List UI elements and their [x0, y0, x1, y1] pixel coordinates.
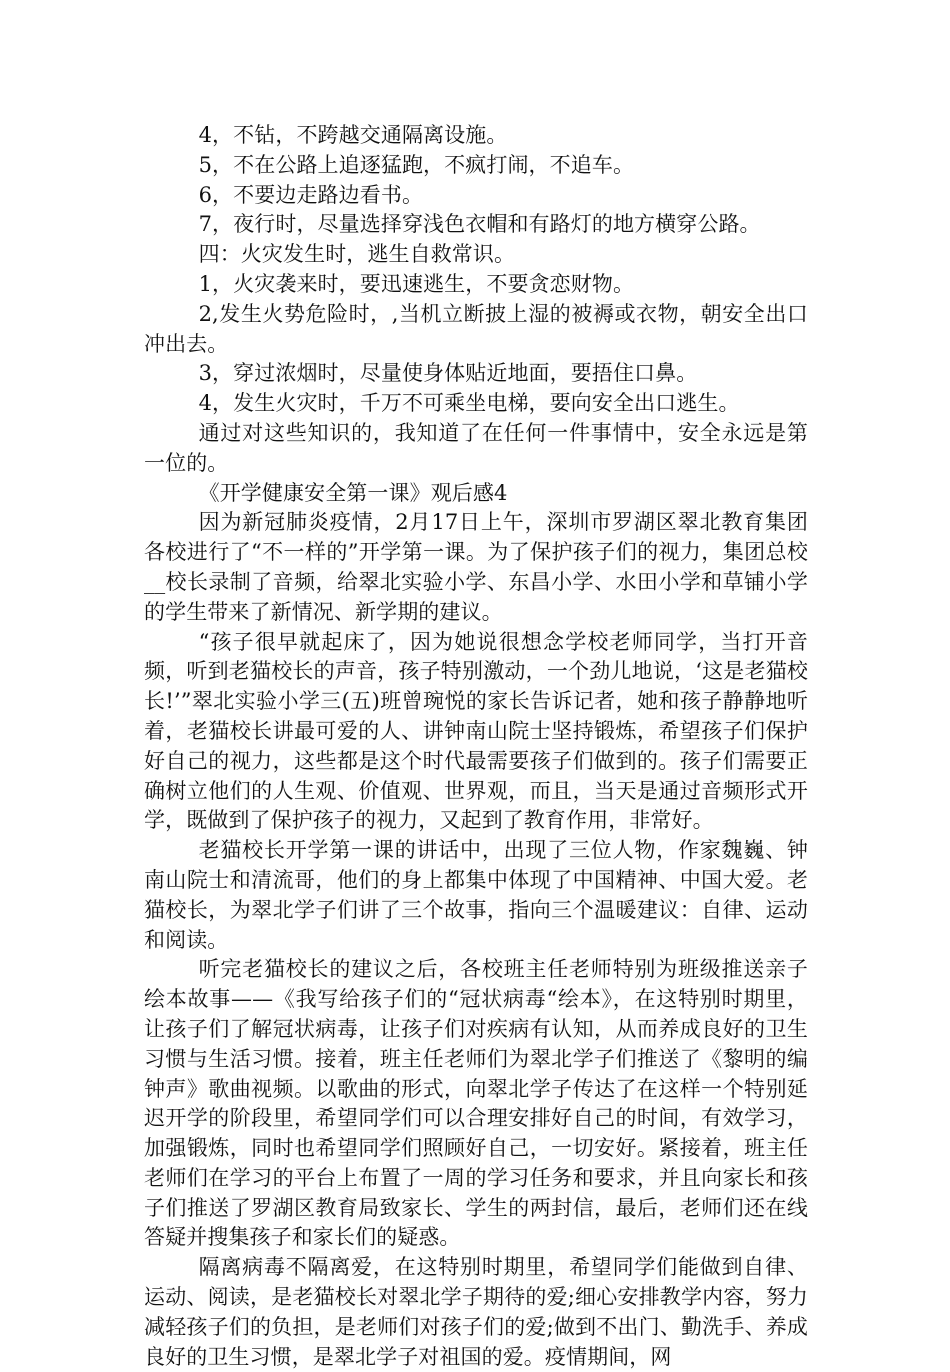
- paragraph-16: 隔离病毒不隔离爱，在这特别时期里，希望同学们能做到自律、运动、阅读，是老猫校长对翠北学子期待的爱;细心安排教学内容，努力减轻孩子们的负担，是老师们对孩子们的爱;做到不出门、勤洗手、养成良好的卫生习惯，是翠北学子对祖国的爱。疫情期间，网: [144, 1255, 808, 1369]
- paragraph-14: 老猫校长开学第一课的讲话中，出现了三位人物，作家魏巍、钟南山院士和清流哥，他们的身上都集中体现了中国精神、中国大爱。老猫校长，为翠北学子们讲了三个故事，指向三个温暖建议：自律、运动和阅读。: [144, 838, 808, 952]
- paragraph-13: “孩子很早就起床了，因为她说很想念学校老师同学，当打开音频，听到老猫校长的声音，孩子特别激动，一个劲儿地说，‘这是老猫校长!’”翠北实验小学三(五)班曾琬悦的家长告诉记者，她和孩子静静地听着，老猫校长讲最可爱的人、讲钟南山院士坚持锻炼，希望孩子们保护好自己的视力，这些都是这个时代最需要孩子们做到的。孩子们需要正确树立他们的人生观、价值观、世界观，而且，当天是通过音频形式开学，既做到了保护孩子的视力，又起到了教育作用，非常好。: [144, 629, 808, 833]
- paragraph-15: 听完老猫校长的建议之后，各校班主任老师特别为班级推送亲子绘本故事——《我写给孩子们的“冠状病毒“绘本》，在这特别时期里，让孩子们了解冠状病毒，让孩子们对疾病有认知，从而养成良好的卫生习惯与生活习惯。接着，班主任老师们为翠北学子们推送了《黎明的编钟声》歌曲视频。以歌曲的形式，向翠北学子传达了在这样一个特别延迟开学的阶段里，希望同学们可以合理安排好自己的时间，有效学习，加强锻炼，同时也希望同学们照顾好自己，一切安好。紧接着，班主任老师们在学习的平台上布置了一周的学习任务和要求，并且向家长和孩子们推送了罗湖区教育局致家长、学生的两封信，最后，老师们还在线答疑并搜集孩子和家长们的疑惑。: [144, 957, 808, 1250]
- paragraph-4: 7，夜行时，尽量选择穿浅色衣帽和有路灯的地方横穿公路。: [198, 212, 761, 237]
- paragraph-6: 1，火灾袭来时，要迅速逃生，不要贪恋财物。: [198, 271, 635, 296]
- paragraph-8: 3，穿过浓烟时，尽量使身体贴近地面，要捂住口鼻。: [198, 361, 698, 386]
- paragraph-2: 5，不在公路上追逐猛跑，不疯打闹，不追车。: [198, 152, 635, 177]
- section-heading-fire-safety: 四：火灾发生时，逃生自救常识。: [198, 242, 516, 267]
- paragraph-3: 6，不要边走路边看书。: [198, 182, 424, 207]
- essay-title: 《开学健康安全第一课》观后感4: [198, 480, 508, 505]
- paragraph-10: 通过对这些知识的，我知道了在任何一件事情中，安全永远是第一位的。: [144, 420, 808, 475]
- paragraph-12: 因为新冠肺炎疫情，2月17日上午，深圳市罗湖区翠北教育集团各校进行了“不一样的”开学第一课。为了保护孩子们的视力，集团总校__校长录制了音频，给翠北实验小学、东昌小学、水田小学和草铺小学的学生带来了新情况、新学期的建议。: [144, 510, 808, 624]
- paragraph-9: 4，发生火灾时，千万不可乘坐电梯，要向安全出口逃生。: [198, 391, 740, 416]
- paragraph-7: 2,发生火势危险时，,当机立断披上湿的被褥或衣物，朝安全出口冲出去。: [144, 301, 808, 356]
- paragraph-1: 4，不钻，不跨越交通隔离设施。: [198, 123, 508, 147]
- document-body: [144, 121, 808, 1372]
